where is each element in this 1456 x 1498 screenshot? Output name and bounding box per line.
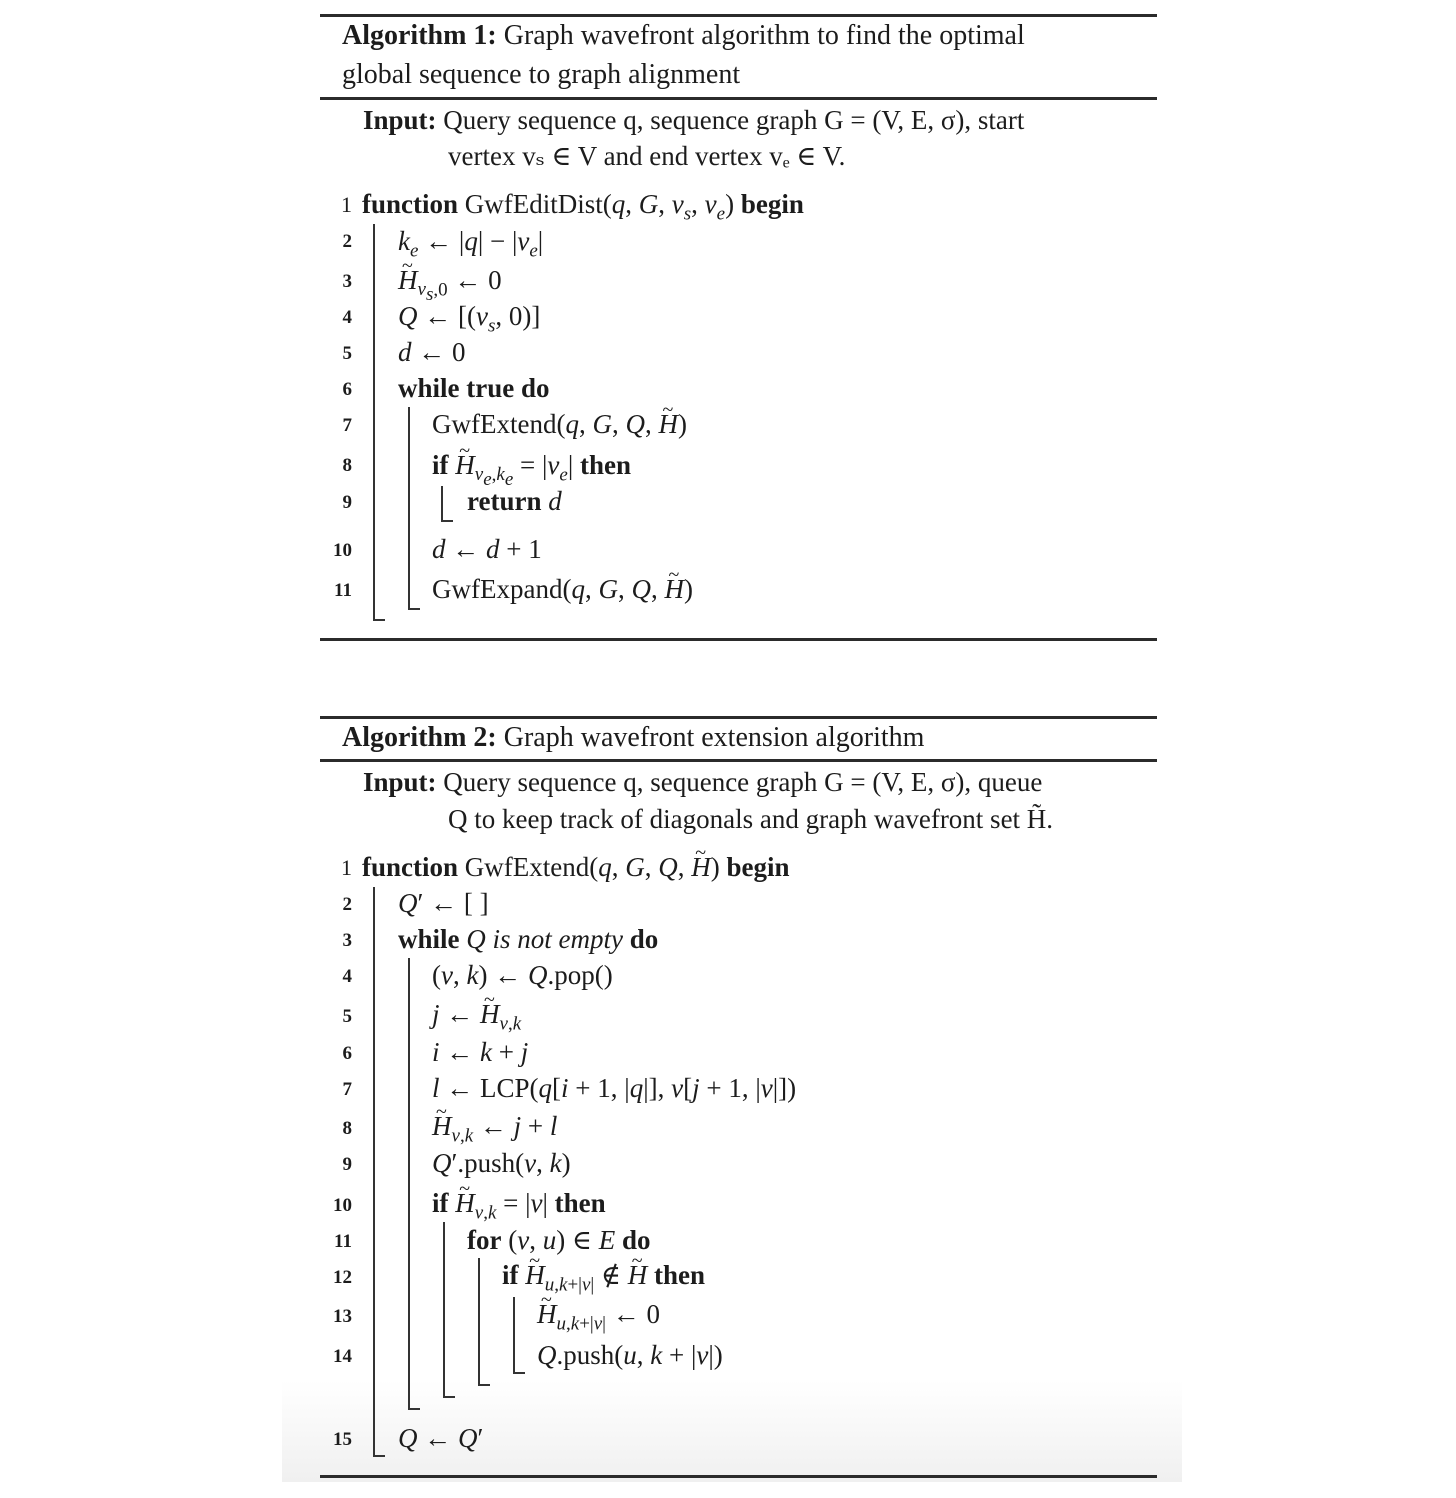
block-bar-for: [478, 1258, 480, 1386]
top-rule: [320, 14, 1157, 17]
code-line: Q ← [($v_s$, 0)]: [398, 301, 541, 337]
block-bar-if: [443, 1222, 445, 1398]
line-number: 8: [342, 1118, 352, 1139]
code-line: (v, k) ← Q.pop(): [432, 960, 613, 990]
line-number: 3: [342, 930, 352, 951]
keyword-begin: begin: [740, 189, 804, 219]
code-line: for (v, u) ∈ E do: [467, 1225, 651, 1255]
code-line: function GwfExtend(q, G, Q, ~ H) begin: [362, 851, 790, 883]
input-label: Input:: [363, 105, 437, 135]
block-end: [443, 1396, 455, 1398]
code-line: d ← 0: [398, 337, 466, 367]
code-line: GwfExpand(q, G, Q, ~ H): [432, 573, 693, 605]
line-number: 1: [341, 855, 352, 880]
line-number: 4: [342, 307, 352, 328]
top-rule: [320, 716, 1157, 719]
code-line: Q′ ← [ ]: [398, 888, 489, 918]
code-line: Q ← Q′: [398, 1423, 484, 1453]
block-bar-begin: [373, 887, 375, 1457]
code-line: GwfExtend(q, G, Q, ~ H): [432, 408, 687, 440]
line-number: 6: [342, 379, 352, 400]
bottom-rule: [320, 1475, 1157, 1478]
keyword-function: function: [362, 189, 459, 219]
line-number: 5: [342, 1006, 352, 1027]
bottom-rule: [320, 638, 1157, 641]
caption-text: Graph wavefront extension algorithm: [503, 722, 925, 753]
code-line: Q.push(u, k + |v|): [537, 1340, 723, 1370]
input-line-2: vertex vₛ ∈ V and end vertex vₑ ∈ V.: [448, 141, 846, 171]
line-number: 15: [333, 1429, 352, 1450]
caption-rule: [320, 759, 1157, 762]
caption-label: Algorithm 2:: [342, 722, 497, 753]
code-line: while true do: [398, 373, 550, 403]
code-line: i ← k + j: [432, 1037, 529, 1067]
line-number: 10: [333, 540, 352, 561]
block-end: [373, 619, 385, 621]
block-end: [408, 1408, 420, 1410]
line-number: 13: [333, 1306, 352, 1327]
line-number: 7: [342, 1079, 352, 1100]
caption-rule: [320, 97, 1157, 100]
line-number: 9: [342, 1154, 352, 1175]
line-number: 3: [342, 271, 352, 292]
code-line: $k_e$ ← $|q| - |v_e|$: [398, 226, 544, 262]
code-line: ~ $H_{u,k+|v|}$ ← 0: [537, 1298, 660, 1330]
block-bar-if: [441, 486, 443, 522]
code-line: d ← d + 1: [432, 534, 542, 564]
line-number: 6: [342, 1043, 352, 1064]
algorithm-2-caption: [342, 722, 924, 754]
code-line: Q′.push(v, k): [432, 1148, 571, 1178]
input-label: Input:: [363, 767, 437, 797]
line-number: 4: [342, 966, 352, 987]
line-number: 12: [333, 1267, 352, 1288]
code-line: if ~ $H_{v_e,k_e} = |v_e|$ then: [432, 449, 631, 481]
line-number: 9: [342, 492, 352, 513]
code-line: ~ $H_{v,k}$ ← j + l: [432, 1110, 557, 1142]
algorithm-1-caption-line-2: global sequence to graph alignment: [342, 59, 741, 90]
code-line: return d: [467, 486, 562, 516]
line-number: 10: [333, 1195, 352, 1216]
line-number: 2: [342, 894, 352, 915]
code-line: ~ $H_{v_s,0}$ ← 0: [398, 264, 502, 296]
line-number: 5: [342, 343, 352, 364]
input-line-2: Q to keep track of diagonals and graph wavefront set H̃.: [448, 804, 1054, 834]
code-line: while Q is not empty do: [398, 924, 659, 954]
line-number: 11: [334, 1231, 352, 1252]
code-line: if ~ $H_{v,k} = |v|$ then: [432, 1187, 606, 1219]
block-bar-inner-if: [513, 1297, 515, 1374]
block-bar-while: [408, 958, 410, 1410]
code-line: j ← ~ $H_{v,k}$: [432, 998, 521, 1030]
block-end: [408, 608, 420, 610]
code-line: l ← LCP(q[i + 1, |q|], v[j + 1, |v|]): [432, 1073, 797, 1103]
line-number: 8: [342, 455, 352, 476]
line-number: 11: [334, 580, 352, 601]
code-line: function GwfEditDist(q, G, $v_s$, $v_e$) begin: [362, 189, 804, 225]
line-number: 1: [341, 192, 352, 217]
input-line-1: [363, 104, 1024, 136]
block-end: [373, 1455, 385, 1457]
block-end: [513, 1372, 525, 1374]
caption-text: Graph wavefront algorithm to find the optimal: [503, 20, 1025, 51]
block-end: [441, 520, 453, 522]
block-bar-begin: [373, 224, 375, 621]
caption-label: Algorithm 1:: [342, 20, 497, 51]
input-text: Query sequence q, sequence graph G = (V, E, σ), queue: [443, 767, 1043, 797]
line-number: 2: [342, 231, 352, 252]
block-end: [478, 1384, 490, 1386]
line-number: 7: [342, 415, 352, 436]
input-line-1: [363, 766, 1042, 798]
algorithm-1-caption-line-1: [342, 20, 1025, 52]
line-number: 14: [333, 1346, 352, 1367]
block-bar-while: [408, 407, 410, 610]
code-line: if ~ $H_{u,k+|v|}$ ∉ ~ H then: [502, 1259, 705, 1291]
input-text: Query sequence q, sequence graph G = (V, E, σ), start: [443, 105, 1025, 135]
